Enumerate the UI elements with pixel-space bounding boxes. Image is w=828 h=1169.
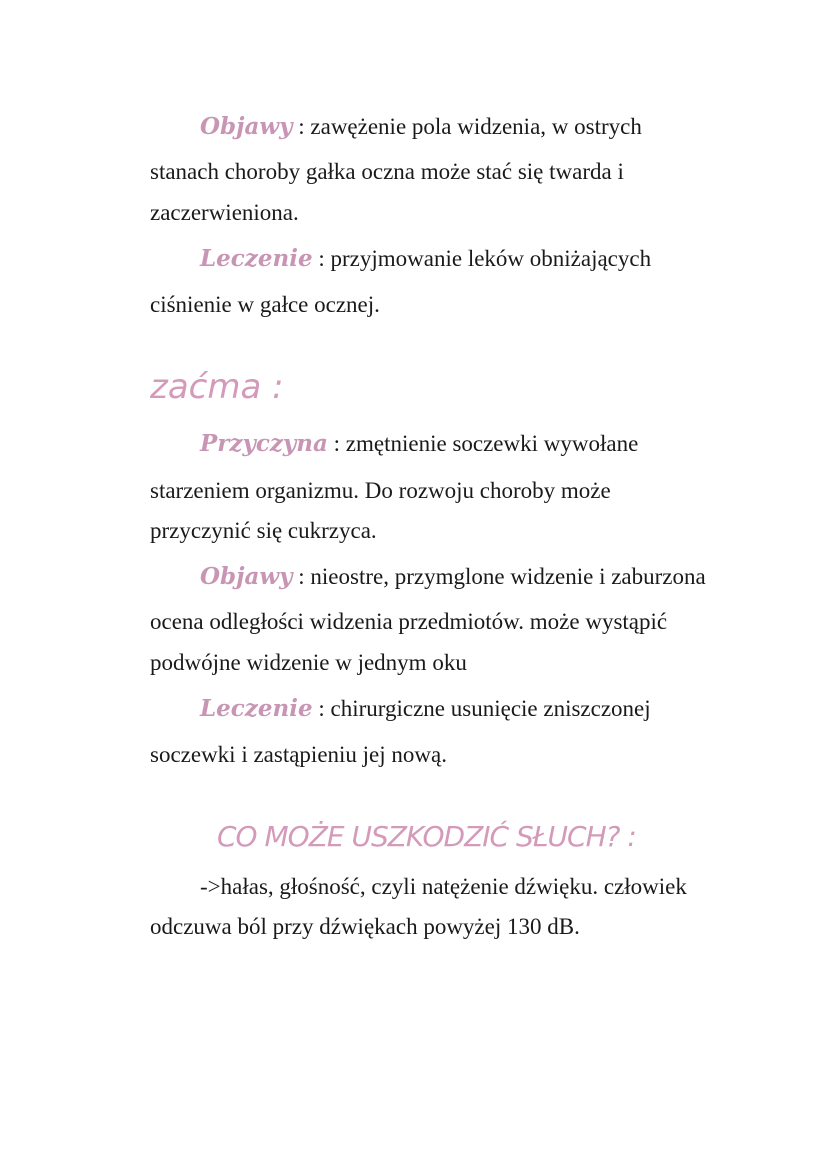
treatment-text: : chirurgiczne usunięcie zniszczonej	[318, 696, 651, 721]
glaucoma-treatment-line2: ciśnienie w gałce ocznej.	[150, 292, 380, 317]
cataract-cause-line3: przyczynić się cukrzyca.	[150, 518, 377, 543]
cataract-cause-line	[200, 429, 638, 459]
cataract-treatment-line	[200, 694, 651, 724]
treatment-term: Leczenie	[200, 245, 313, 272]
cataract-heading: zaćma :	[150, 367, 284, 407]
glaucoma-symptoms-line2: stanach choroby gałka oczna może stać się twarda i	[150, 159, 624, 184]
cause-term: Przyczyna	[200, 430, 328, 457]
hearing-heading: CO MOŻE USZKODZIĆ SŁUCH? :	[217, 820, 636, 853]
symptoms-text: : zawężenie pola widzenia, w ostrych	[298, 114, 642, 139]
symptoms-text: : nieostre, przymglone widzenie i zaburzona	[298, 564, 706, 589]
cataract-symptoms-line2: ocena odległości widzenia przedmiotów. może wystąpić	[150, 609, 668, 634]
treatment-term: Leczenie	[200, 695, 313, 722]
glaucoma-symptoms-line3: zaczerwieniona.	[150, 200, 299, 225]
symptoms-term: Objawy	[200, 563, 293, 590]
hearing-line2: odczuwa ból przy dźwiękach powyżej 130 dB.	[150, 914, 580, 939]
glaucoma-symptoms-line	[200, 112, 642, 142]
cataract-symptoms-line	[200, 562, 706, 592]
cause-text: : zmętnienie soczewki wywołane	[333, 431, 639, 456]
glaucoma-treatment-line	[200, 244, 651, 274]
hearing-line1: ->hałas, głośność, czyli natężenie dźwięku. człowiek	[200, 874, 687, 899]
symptoms-term: Objawy	[200, 113, 293, 140]
treatment-text: : przyjmowanie leków obniżających	[318, 246, 652, 271]
cataract-cause-line2: starzeniem organizmu. Do rozwoju choroby może	[150, 478, 611, 503]
cataract-symptoms-line3: podwójne widzenie w jednym oku	[150, 650, 467, 675]
cataract-treatment-line2: soczewki i zastąpieniu jej nową.	[150, 742, 447, 767]
